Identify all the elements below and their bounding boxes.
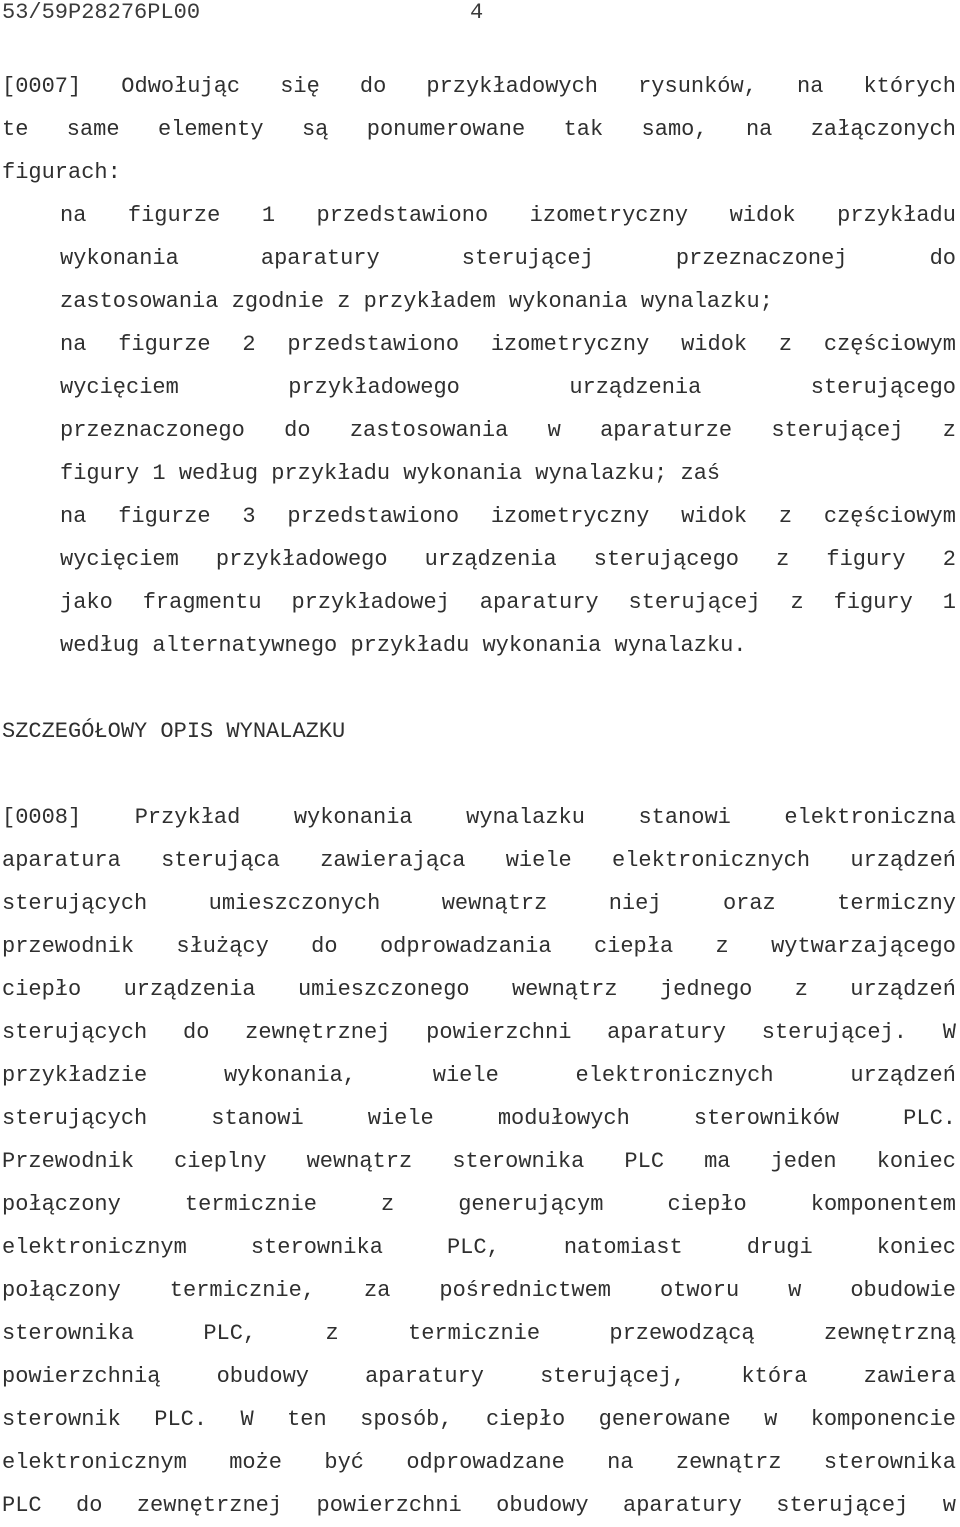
text-line: wykonania aparatury sterującej przeznaczonej do [60,246,956,271]
text-line: zastosowania zgodnie z przykładem wykonania wynalazku; [60,289,773,314]
page-number: 4 [470,0,484,25]
document-id: 53/59P28276PL00 [2,0,201,25]
text-line: przeznaczonego do zastosowania w aparaturze sterującej z [60,418,956,443]
text-line: wycięciem przykładowego urządzenia sterującego [60,375,956,400]
page-header [0,0,960,26]
text-line: aparatura sterująca zawierająca wiele elektronicznych urządzeń [2,848,956,873]
text-line: sterujących stanowi wiele modułowych sterowników PLC. [2,1106,956,1131]
text-line: na figurze 2 przedstawiono izometryczny widok z częściowym [60,332,956,357]
spacer [2,753,956,796]
text-line: połączony termicznie z generującym ciepło komponentem [2,1192,956,1217]
text-line: PLC do zewnętrznej powierzchni obudowy aparatury sterującej w [2,1493,956,1518]
text-line: na figurze 3 przedstawiono izometryczny widok z częściowym [60,504,956,529]
text-line: powierzchnią obudowy aparatury sterującej, która zawiera [2,1364,956,1389]
paragraph-0008 [2,796,956,1527]
text-line: ciepło urządzenia umieszczonego wewnątrz jednego z urządzeń [2,977,956,1002]
text-line: połączony termicznie, za pośrednictwem otworu w obudowie [2,1278,956,1303]
text-line: elektronicznym może być odprowadzane na zewnątrz sterownika [2,1450,956,1475]
text-line: elektronicznym sterownika PLC, natomiast drugi koniec [2,1235,956,1260]
text-line: sterownik PLC. W ten sposób, ciepło generowane w komponencie [2,1407,956,1432]
section-heading: SZCZEGÓŁOWY OPIS WYNALAZKU [2,719,346,744]
text-line: te same elementy są ponumerowane tak samo, na załączonych [2,117,956,142]
document-body [2,65,956,1527]
text-line: [0008] Przykład wykonania wynalazku stanowi elektroniczna [2,805,956,830]
paragraph-0007 [2,65,956,667]
text-line: wycięciem przykładowego urządzenia sterującego z figury 2 [60,547,956,572]
text-line: sterujących do zewnętrznej powierzchni aparatury sterującej. W [2,1020,956,1045]
text-line: na figurze 1 przedstawiono izometryczny widok przykładu [60,203,956,228]
text-line: [0007] Odwołując się do przykładowych rysunków, na których [2,74,956,99]
text-line: jako fragmentu przykładowej aparatury sterującej z figury 1 [60,590,956,615]
text-line: przykładzie wykonania, wiele elektronicznych urządzeń [2,1063,956,1088]
text-line: figurach: [2,160,121,185]
text-line: sterownika PLC, z termicznie przewodzącą zewnętrzną [2,1321,956,1346]
text-line: przewodnik służący do odprowadzania ciepła z wytwarzającego [2,934,956,959]
text-line: Przewodnik cieplny wewnątrz sterownika PLC ma jeden koniec [2,1149,956,1174]
text-line: figury 1 według przykładu wykonania wynalazku; zaś [60,461,721,486]
spacer [2,667,956,710]
text-line: sterujących umieszczonych wewnątrz niej oraz termiczny [2,891,956,916]
text-line: według alternatywnego przykładu wykonania wynalazku. [60,633,747,658]
